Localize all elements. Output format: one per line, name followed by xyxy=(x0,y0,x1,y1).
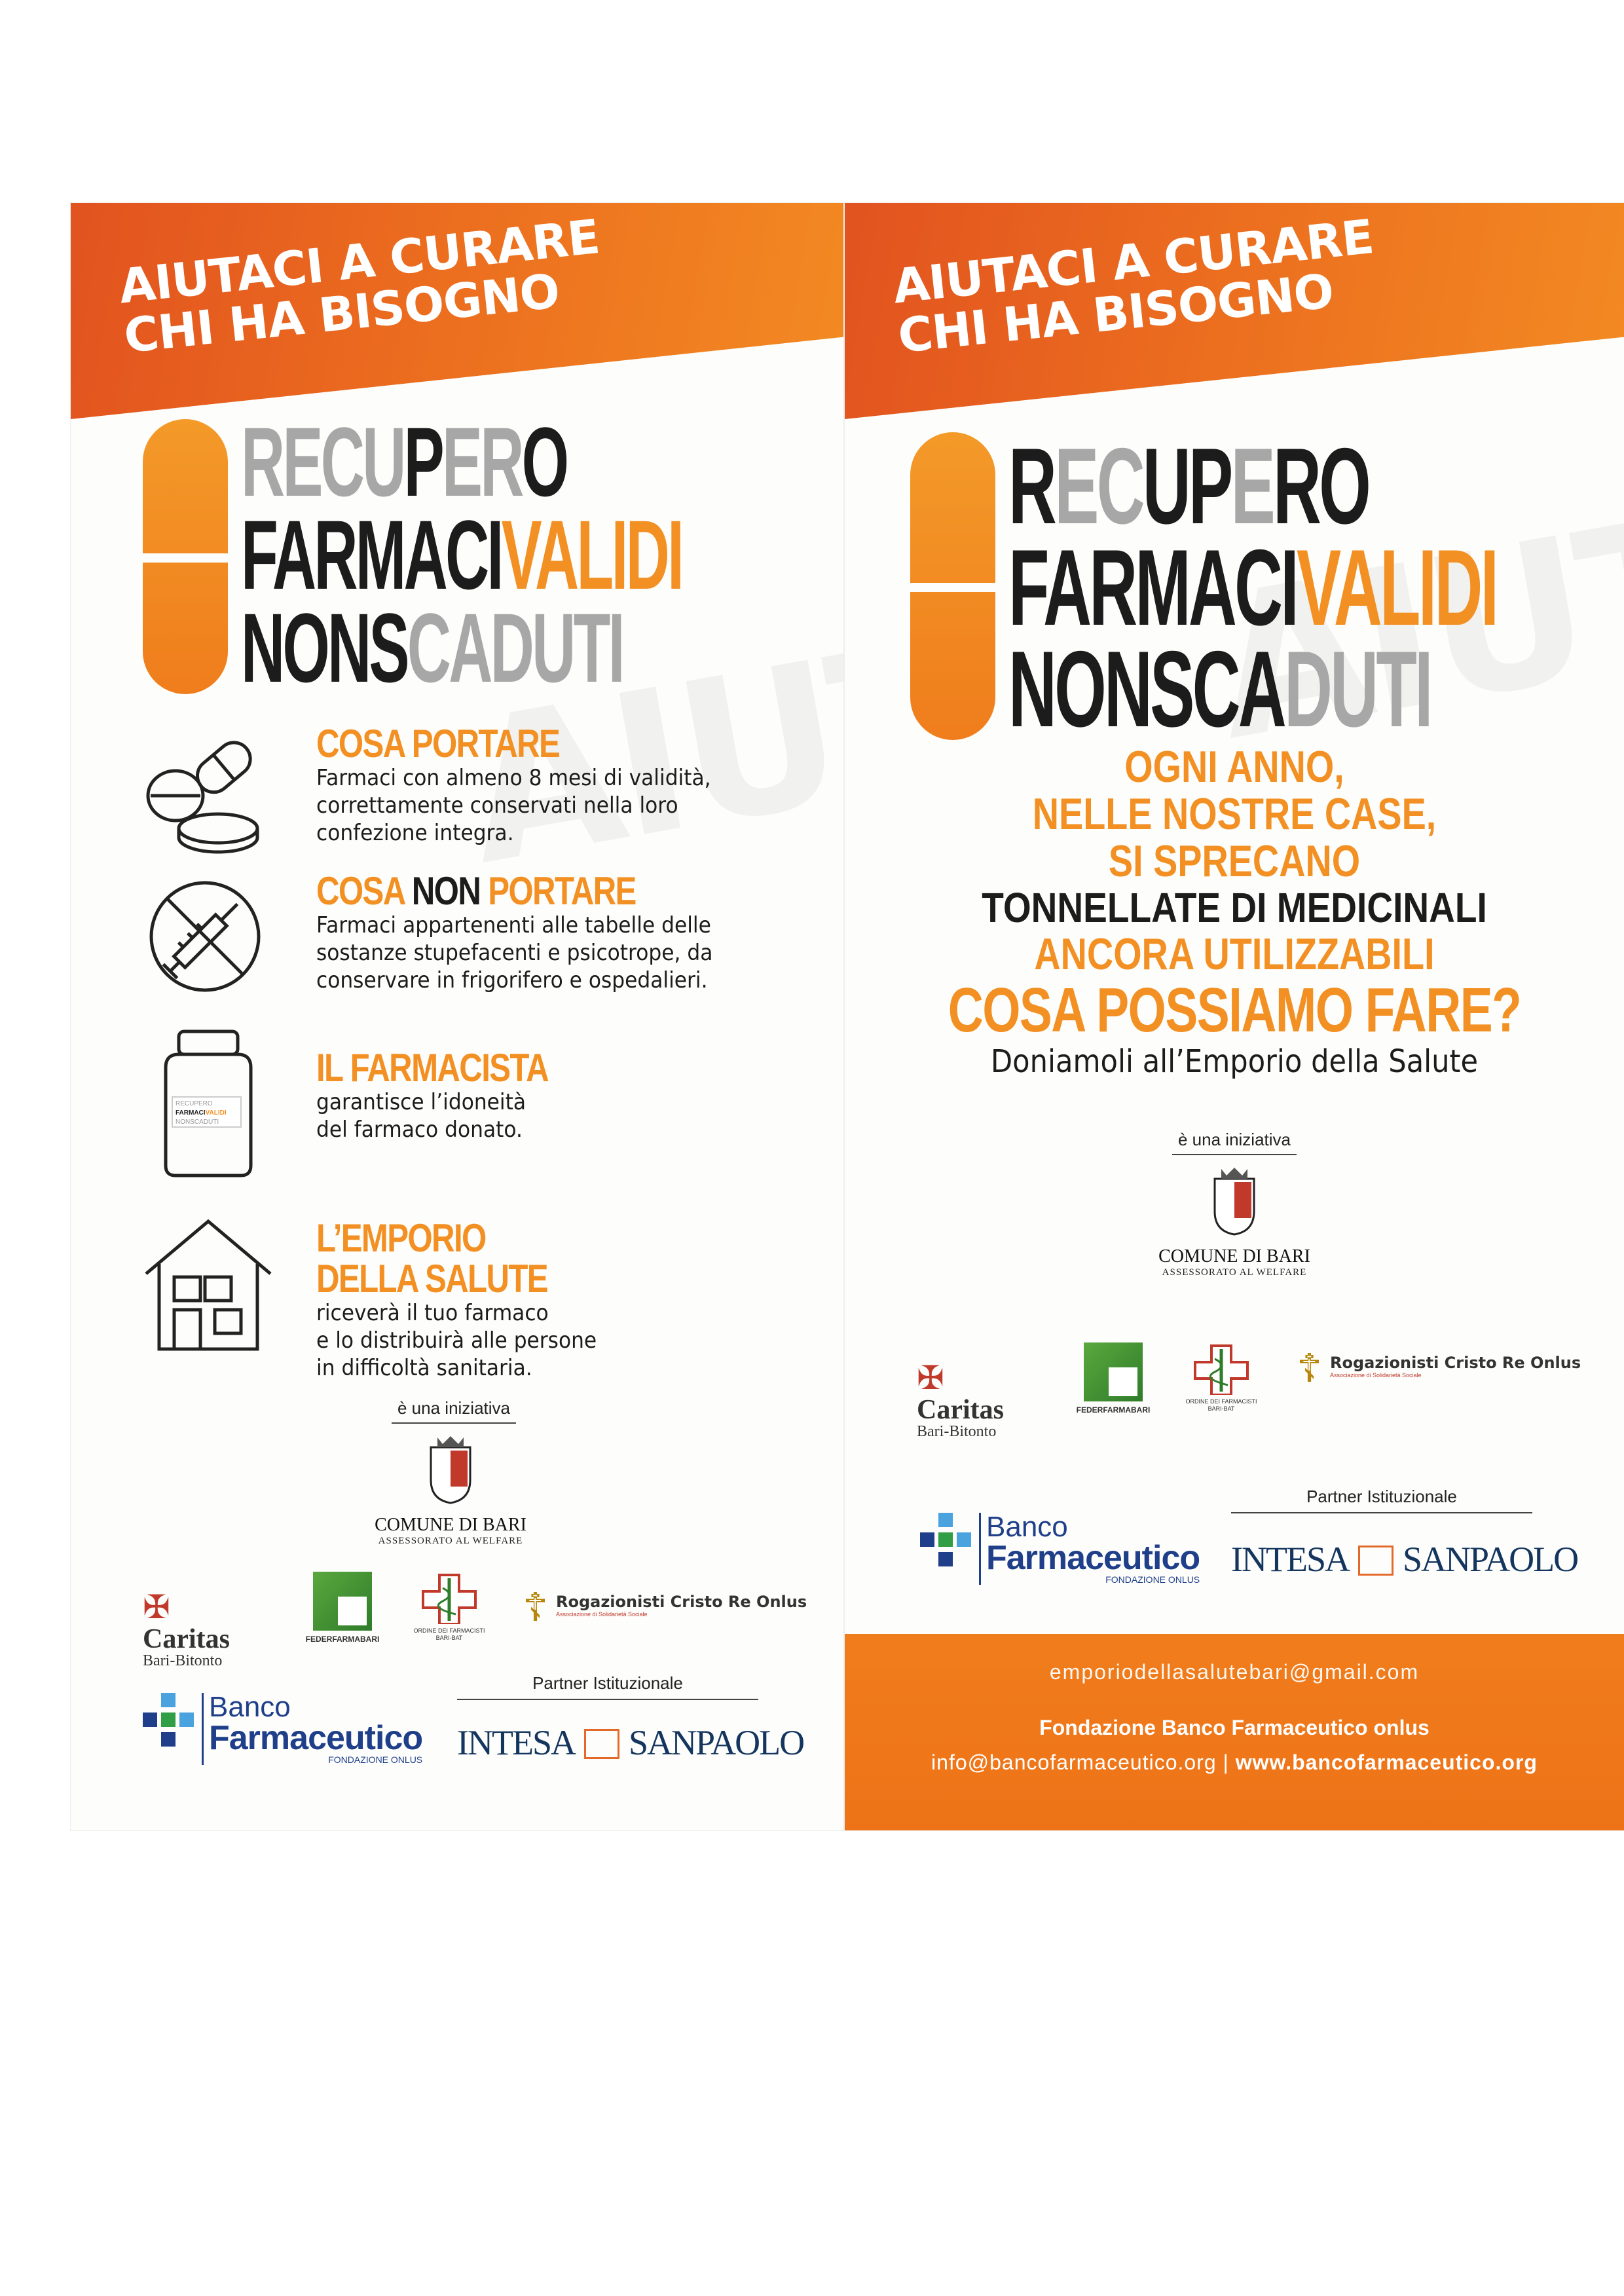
house-icon xyxy=(143,1208,274,1359)
medicine-bottle-icon xyxy=(143,1025,274,1182)
headline-segment: FARMACI xyxy=(1008,527,1297,648)
banco-farmaceutico-logo: Banco Farmaceutico FONDAZIONE ONLUS xyxy=(920,1513,1200,1585)
caduceus-cross-icon xyxy=(420,1572,479,1624)
rogazionisti-logo: ☦ Rogazionisti Cristo Re Onlus Associazione di Solidarietà Sociale xyxy=(1297,1346,1581,1390)
item-body: garantisce l’idoneità del farmaco donato. xyxy=(316,1089,526,1143)
footer-contacts: info@bancofarmaceutico.org | www.bancofarmaceutico.org xyxy=(931,1750,1538,1774)
capsule-icon xyxy=(143,419,228,694)
crest-icon xyxy=(421,1434,480,1506)
item-body: Farmaci con almeno 8 mesi di validità, correttamente conservati nella loro confezione integra. xyxy=(316,765,711,846)
rogazionisti-logo: ☦ Rogazionisti Cristo Re Onlus Associazione di Solidarietà Sociale xyxy=(523,1585,807,1629)
message-question: COSA POSSIAMO FARE? xyxy=(948,975,1521,1045)
headline-line-1 xyxy=(241,407,682,517)
website-link[interactable]: www.bancofarmaceutico.org xyxy=(1235,1750,1538,1774)
item-title: IL FARMACISTA xyxy=(316,1046,549,1090)
comune-di-bari-logo: COMUNE DI BARI ASSESSORATO AL WELFARE xyxy=(1143,1166,1326,1278)
banco-cross-icon xyxy=(920,1513,972,1572)
item-title: COSA NON PORTARE xyxy=(316,869,636,913)
headline-segment: RO xyxy=(1273,426,1369,546)
intesa-mark-icon xyxy=(1358,1546,1393,1576)
headline-segment: NONSCA xyxy=(1008,629,1284,749)
no-syringe-icon xyxy=(143,871,274,1002)
federfarma-mark-icon xyxy=(313,1572,372,1631)
headline-segment: EC xyxy=(1054,426,1143,546)
svg-text:NONSCADUTI: NONSCADUTI xyxy=(175,1119,219,1126)
headline-segment: P xyxy=(403,407,442,517)
headline-segment: UP xyxy=(1142,426,1231,546)
left-flyer xyxy=(71,203,843,1830)
message-line: ANCORA UTILIZZABILI xyxy=(1034,929,1435,979)
intesa-sanpaolo-logo: INTESA SANPAOLO xyxy=(457,1723,804,1762)
cross-emblem-icon: ☦ xyxy=(523,1585,548,1629)
caritas-logo: ✠ Caritas Bari-Bitonto xyxy=(917,1360,1004,1440)
caduceus-cross-icon xyxy=(1192,1342,1251,1395)
headline-line-1 xyxy=(1008,426,1496,546)
caritas-logo: ✠ Caritas Bari-Bitonto xyxy=(143,1589,230,1669)
message-line: SI SPRECANO xyxy=(1108,836,1361,886)
cross-emblem-icon: ☦ xyxy=(1297,1346,1322,1390)
banco-cross-icon xyxy=(143,1693,195,1752)
ordine-farmacisti-logo: ORDINE DEI FARMACISTI BARI-BAT xyxy=(1182,1342,1261,1413)
headline-segment: ER xyxy=(441,407,522,517)
footer-band xyxy=(845,1634,1624,1830)
svg-text:FARMACIVALIDI: FARMACIVALIDI xyxy=(175,1109,227,1117)
headline-segment: R xyxy=(1008,426,1055,546)
crest-icon xyxy=(1205,1166,1264,1238)
headline-line-3 xyxy=(241,593,682,703)
right-flyer xyxy=(845,203,1624,1830)
intesa-sanpaolo-logo: INTESA SANPAOLO xyxy=(1231,1540,1578,1579)
svg-text:RECUPERO: RECUPERO xyxy=(175,1100,213,1107)
message-line: TONNELLATE DI MEDICINALI xyxy=(982,884,1487,931)
headline-line-3 xyxy=(1008,629,1496,749)
federfarma-mark-icon xyxy=(1084,1342,1143,1401)
headline-segment: O xyxy=(521,407,567,517)
headline-segment: FARMACI xyxy=(241,500,502,610)
message-block xyxy=(845,743,1624,1080)
banco-farmaceutico-logo: Banco Farmaceutico FONDAZIONE ONLUS xyxy=(143,1693,422,1765)
message-line: OGNI ANNO, xyxy=(1124,742,1344,792)
item-body: riceverà il tuo farmaco e lo distribuirà alle persone in difficoltà sanitaria. xyxy=(316,1300,597,1381)
contact-email-link[interactable]: info@bancofarmaceutico.org xyxy=(931,1750,1217,1774)
banner-title: AIUTACI A CURARE CHI HA BISOGNO xyxy=(116,209,602,364)
fondazione-name: Fondazione Banco Farmaceutico onlus xyxy=(1039,1716,1430,1739)
item-body: Farmaci appartenenti alle tabelle delle sostanze stupefacenti e psicotrope, da conservare in frigorifero e ospedalieri. xyxy=(316,912,713,993)
emporio-email-link[interactable]: emporiodellasalutebari@gmail.com xyxy=(1049,1660,1420,1684)
headline-segment: E xyxy=(1230,426,1274,546)
headline-segment: CADUTI xyxy=(407,593,623,703)
iniziativa-label: è una iniziativa xyxy=(1172,1130,1297,1155)
comune-di-bari-logo: COMUNE DI BARI ASSESSORATO AL WELFARE xyxy=(359,1434,542,1547)
banner-title: AIUTACI A CURARE CHI HA BISOGNO xyxy=(890,209,1376,364)
headline-segment: RECU xyxy=(241,407,404,517)
ordine-farmacisti-logo: ORDINE DEI FARMACISTI BARI-BAT xyxy=(410,1572,489,1642)
pills-icon xyxy=(143,724,274,855)
message-answer: Doniamoli all’Emporio della Salute xyxy=(990,1043,1479,1080)
caritas-cross-icon: ✠ xyxy=(917,1360,944,1396)
headline-segment: VALIDI xyxy=(1296,527,1497,648)
headline-line-2 xyxy=(241,500,682,610)
item-title: L’EMPORIO DELLA SALUTE xyxy=(316,1216,547,1301)
federfarma-logo: FEDERFARMABARI xyxy=(1067,1342,1159,1415)
headline-line-2 xyxy=(1008,527,1497,648)
item-title: COSA PORTARE xyxy=(316,722,560,766)
headline-segment: DUTI xyxy=(1283,629,1431,749)
headline-segment: VALIDI xyxy=(501,500,682,610)
partner-label: Partner Istituzionale xyxy=(457,1673,758,1700)
iniziativa-label: è una iniziativa xyxy=(392,1398,516,1424)
intesa-mark-icon xyxy=(584,1729,619,1759)
headline-segment: NONS xyxy=(241,593,407,703)
message-line: NELLE NOSTRE CASE, xyxy=(1032,789,1437,839)
partner-label: Partner Istituzionale xyxy=(1231,1487,1532,1513)
caritas-cross-icon: ✠ xyxy=(143,1589,170,1625)
federfarma-logo: FEDERFARMABARI xyxy=(297,1572,388,1644)
capsule-icon xyxy=(910,432,995,740)
